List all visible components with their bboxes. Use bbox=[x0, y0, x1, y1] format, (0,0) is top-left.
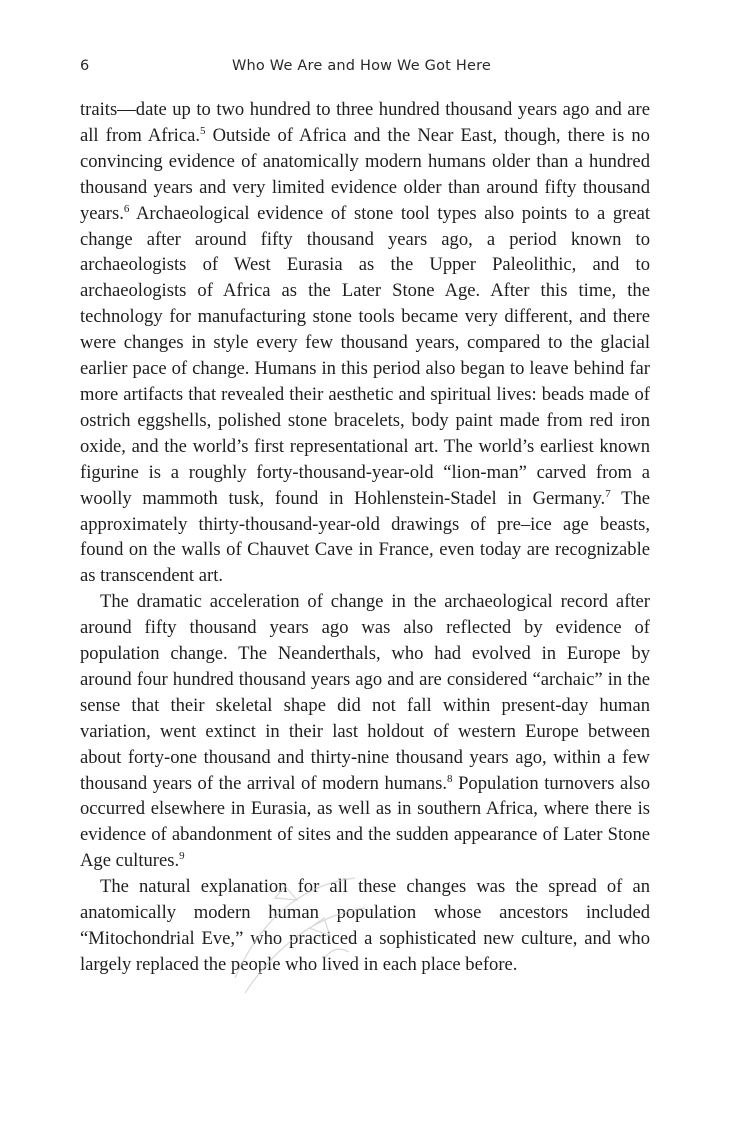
text-run: The dramatic acceleration of change in the archaeological record after around fifty thousand years ago was also reflected by evidence of population change. The Neanderthals, who had evolved in Europe by around four hundred thousand years ago and are considered “archaic” in the sense that their skeletal shape did not fall within present-day human variation, went extinct in their last holdout of western Europe between about forty-one thousand and thirty-nine thousand years ago, within a few thousand years of the arrival of modern humans. bbox=[80, 591, 650, 794]
running-title: Who We Are and How We Got Here bbox=[232, 58, 492, 74]
text-run: The natural explanation for all these changes was the spread of an anatomically modern human population whose ancestors included “Mitochondrial Eve,” who practiced a sophisticated new culture, and who largely replaced the people who lived in each place before. bbox=[80, 876, 650, 975]
body-text bbox=[80, 97, 650, 978]
text-run: Archaeological evidence of stone tool types also points to a great change after around fifty thousand years ago, a period known to archaeologists of West Eurasia as the Upper Paleolithic, and to archaeologists of Africa as the Later Stone Age. After this time, the technology for manufacturing stone tools became very different, and there were changes in style every few thousand years, compared to the glacial earlier pace of change. Humans in this period also began to leave behind far more artifacts that revealed their aesthetic and spiritual lives: beads made of ostrich eggshells, polished stone bracelets, body paint made from red iron oxide, and the world’s first representational art. The world’s earliest known figurine is a roughly forty-thousand-year-old “lion-man” carved from a woolly mammoth tusk, found in Hohlenstein-Stadel in Germany. bbox=[80, 202, 650, 509]
paragraph-3 bbox=[80, 874, 650, 978]
text-run: Population turnovers also occurred elsewhere in Eurasia, as well as in southern Africa, where there is evidence of abandonment of sites and the sudden appearance of Later Stone Age cultures. bbox=[80, 772, 650, 872]
text-run: Outside of Africa and the Near East, though, there is no convincing evidence of anatomically modern humans older than a hundred thousand years and very limited evidence older than around fifty thousand years. bbox=[80, 124, 650, 224]
footnote-ref-9: 9 bbox=[179, 850, 185, 863]
footnote-ref-8: 8 bbox=[446, 772, 453, 785]
running-head bbox=[80, 58, 650, 84]
page-number: 6 bbox=[80, 58, 90, 74]
footnote-ref-7: 7 bbox=[605, 487, 611, 500]
paragraph-2 bbox=[80, 589, 650, 874]
text-run: traits—date up to two hundred to three hundred thousand years ago and are all from Africa. bbox=[80, 99, 650, 146]
text-run: The approximately thirty-thousand-year-old drawings of pre–ice age beasts, found on the walls of Chauvet Cave in France, even today are recognizable as transcendent art. bbox=[80, 487, 650, 587]
footnote-ref-5: 5 bbox=[200, 124, 206, 137]
paragraph-1 bbox=[80, 97, 650, 589]
footnote-ref-6: 6 bbox=[123, 202, 130, 215]
